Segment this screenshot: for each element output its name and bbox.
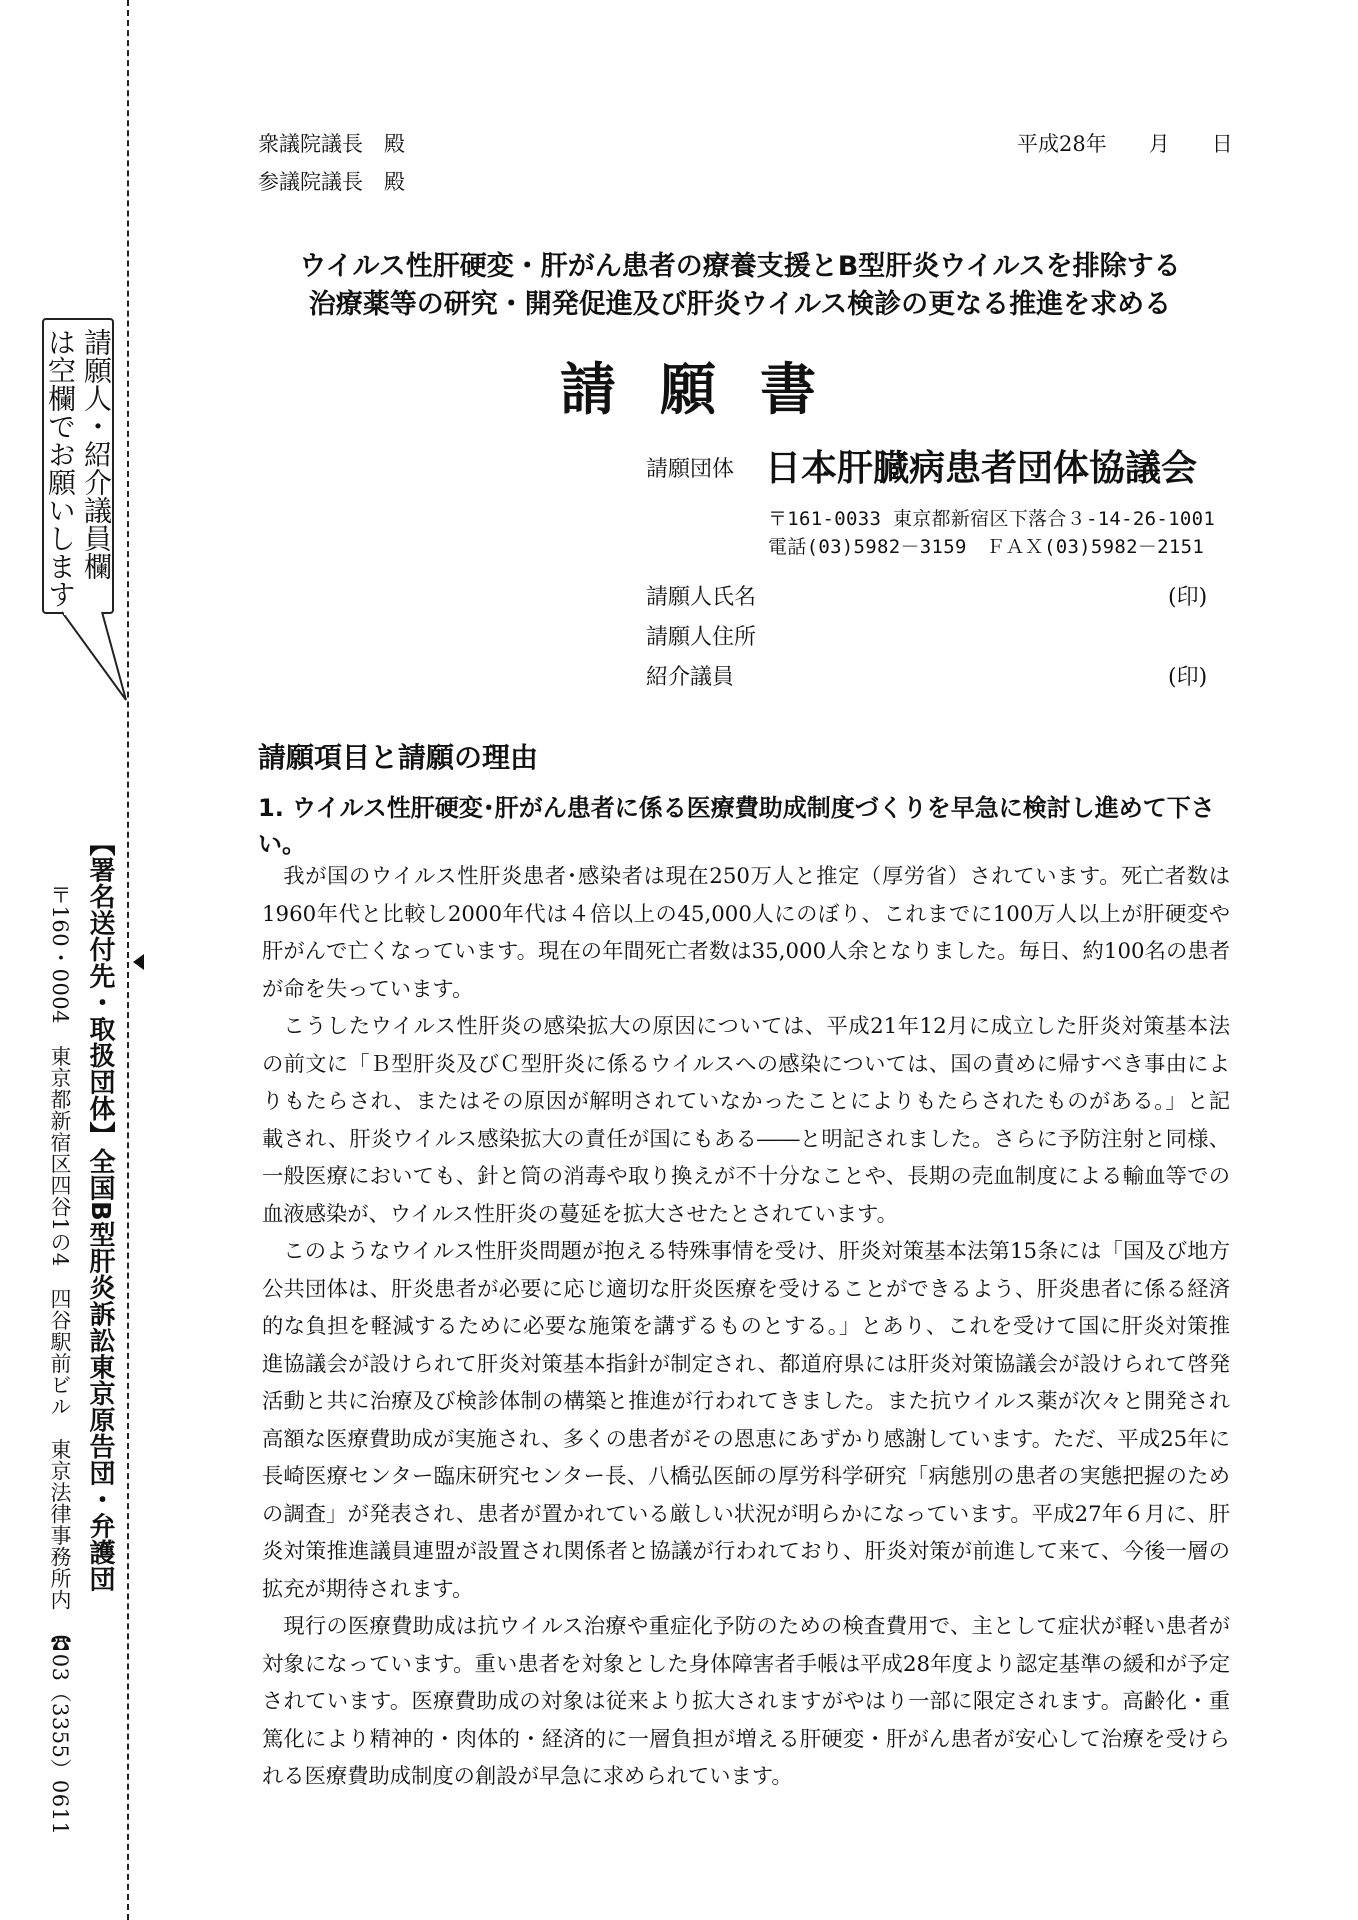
petitioner-name-label: 請願人氏名 [646,585,757,610]
body-paragraph-4: 現行の医療費助成は抗ウイルス治療や重症化予防のための検査費用で、主として症状が軽い患者が対象になっています。重い患者を対象とした身体障害者手帳は平成28年度より認定基準の緩和が予定されています。医療費助成の対象は従来より拡大されますがやはり一部に限定されます。高齢化・重篤化により精神的・肉体的・経済的に一層負担が増える肝硬変・肝がん患者が安心して治療を受けられる医療費助成制度の創設が早急に求められています。 [262,1614,1230,1789]
body-paragraph-2: こうしたウイルス性肝炎の感染拡大の原因については、平成21年12月に成立した肝炎対策基本法の前文に「Ｂ型肝炎及びＣ型肝炎に係るウイルスへの感染については、国の責めに帰すべき事由によりもたらされ、またはその原因が解明されていなかったことによりもたらされたものがある。」と記載され、肝炎ウイルス感染拡大の責任が国にもある――と明記されました。さらに予防注射と同様、一般医療においても、針と筒の消毒や取り換えが不十分なことや、長期の売血制度による輸血等での血液感染が、ウイルス性肝炎の蔓延を拡大させたとされています。 [262,1014,1230,1227]
send-to-address: 〒160・0004 東京都新宿区四谷1の4 四谷駅前ビル 東京法律事務所内 ☎03（3355）0611 [48,884,72,1836]
petition-subtitle-line-1: ウイルス性肝硬変・肝がん患者の療養支援とB型肝炎ウイルスを排除する [299,251,1181,282]
section-heading: 請願項目と請願の理由 [258,741,539,774]
body-paragraph-1: 我が国のウイルス性肝炎患者･感染者は現在250万人と推定（厚労省）されています。死亡者数は1960年代と比較し2000年代は４倍以上の45,000人にのぼり、これまでに100万人以上が肝硬変や肝がんで亡くなっています。現在の年間死亡者数は35,000人余となりました。毎日、約100名の患者が命を失っています。 [262,864,1230,1002]
addressee-house-of-representatives: 衆議院議長 殿 [258,132,405,156]
petition-body [262,858,1230,1796]
bubble-note-text: 請願人・紹介議員欄 は空欄でお願いします [44,328,113,608]
bubble-tail-icon [60,612,132,702]
left-arrow-icon [133,954,144,970]
seal-mark-name: (印) [1168,585,1208,610]
org-name: 日本肝臓病患者団体協議会 [765,448,1198,489]
cut-line [127,0,129,1920]
document-title: 請願書 [560,357,860,423]
body-paragraph-3: このようなウイルス性肝炎問題が抱える特殊事情を受け、肝炎対策基本法第15条には「国及び地方公共団体は、肝炎患者が必要に応じ適切な肝炎医療を受けることができるよう、肝炎患者に係る経済的な負担を軽減するために必要な施策を講ずるものとする。」とあり、これを受けて国に肝炎対策推進協議会が設けられて肝炎対策基本指針が制定され、都道府県には肝炎対策協議会が設けられて啓発活動と共に治療及び検診体制の構築と推進が行われてきました。また抗ウイルス薬が次々と開発され高額な医療費助成が実施され、多くの患者がその恩恵にあずかり感謝しています。ただ、平成25年に長崎医療センター臨床研究センター長、八橋弘医師の厚労科学研究「病態別の患者の実態把握のための調査」が発表され、患者が置かれている厳しい状況が明らかになっています。平成27年６月に、肝炎対策推進議員連盟が設置され関係者と協議が行われており、肝炎対策が前進して来て、今後一層の拡充が期待されます。 [262,1239,1230,1602]
org-address: 〒161-0033 東京都新宿区下落合３-14-26-1001 [768,508,1216,530]
addressee-house-of-councillors: 参議院議長 殿 [258,170,405,194]
petitioner-address-label: 請願人住所 [646,625,757,650]
send-to-heading: 【署名送付先・取扱団体】全国B型肝炎訴訟東京原告団・弁護団 [85,830,115,1593]
introducer-label: 紹介議員 [646,665,735,690]
org-contact: 電話(03)5982－3159 ＦＡＸ(03)5982－2151 [768,536,1205,558]
org-label: 請願団体 [646,457,735,482]
petition-subtitle-line-2: 治療薬等の研究・開発促進及び肝炎ウイルス検診の更なる推進を求める [308,289,1172,320]
petition-date: 平成28年 月 日 [1017,132,1233,156]
seal-mark-introducer: (印) [1168,665,1208,690]
item-1-heading: 1. ウイルス性肝硬変･肝がん患者に係る医療費助成制度づくりを早急に検討し進めて下さい。 [258,794,1215,858]
